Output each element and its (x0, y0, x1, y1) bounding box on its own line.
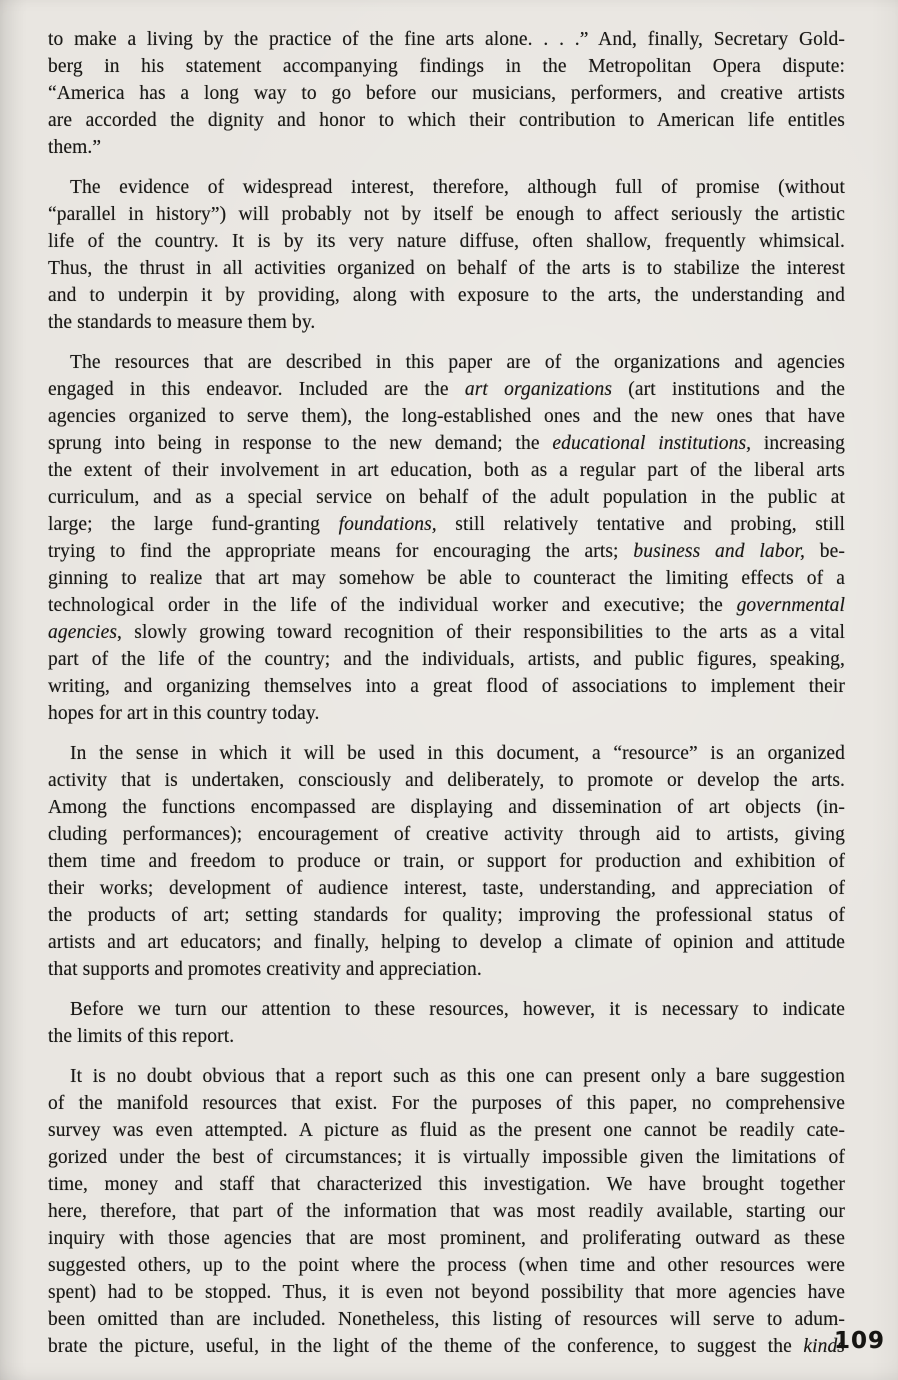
text-line (48, 1279, 845, 1306)
text-line (48, 174, 845, 201)
text-line (48, 1090, 845, 1117)
text-segment: writing, and organizing themselves into a great flood of associations to implement their (48, 676, 845, 697)
text-line (48, 1144, 845, 1171)
text-line (48, 565, 845, 592)
text-line (48, 1198, 845, 1225)
italic-text-segment: business and labor, (633, 541, 805, 562)
text-line (48, 1333, 845, 1360)
text-segment: (art institutions and the (612, 379, 845, 400)
text-line (48, 376, 845, 403)
italic-text-segment: educational institutions, (552, 433, 752, 454)
text-segment: engaged in this endeavor. Included are the (48, 379, 465, 400)
text-segment: and to underpin it by providing, along with exposure to the arts, the understanding and (48, 285, 845, 306)
text-segment: “America has a long way to go before our musicians, performers, and creative artists (48, 83, 845, 104)
text-line (48, 511, 845, 538)
text-line (48, 349, 845, 376)
text-segment: Thus, the thrust in all activities organized on behalf of the arts is to stabilize the interest (48, 258, 845, 279)
text-segment: their works; development of audience interest, taste, understanding, and appreciation of (48, 878, 845, 899)
text-segment: brate the picture, useful, in the light of the theme of the conference, to suggest the (48, 1336, 804, 1357)
text-segment: suggested others, up to the point where the process (when time and other resources were (48, 1255, 845, 1276)
text-segment: the standards to measure them by. (48, 312, 316, 333)
text-segment: Among the functions encompassed are displaying and dissemination of art objects (in- (48, 797, 845, 818)
text-segment: the limits of this report. (48, 1026, 235, 1047)
text-segment: time, money and staff that characterized this investigation. We have brought together (48, 1174, 845, 1195)
text-line (48, 430, 845, 457)
body-text (48, 26, 845, 1360)
text-line (48, 1171, 845, 1198)
text-segment: gorized under the best of circumstances; it is virtually impossible given the limitations of (48, 1147, 845, 1168)
text-line (48, 1225, 845, 1252)
text-line (48, 1252, 845, 1279)
text-line (48, 875, 845, 902)
text-line (48, 956, 845, 983)
text-line (48, 134, 845, 161)
text-segment: still relatively tentative and probing, still (436, 514, 845, 535)
text-line (48, 1306, 845, 1333)
text-segment: the extent of their involvement in art education, both as a regular part of the liberal arts (48, 460, 845, 481)
italic-text-segment: governmental (736, 595, 845, 616)
page-number: 109 (833, 1328, 885, 1354)
paragraph (48, 1063, 845, 1360)
text-segment: that supports and promotes creativity and appreciation. (48, 959, 482, 980)
text-segment: been omitted than are included. Nonetheless, this listing of resources will serve to adum- (48, 1309, 845, 1330)
text-segment: In the sense in which it will be used in this document, a “resource” is an organized (70, 743, 845, 764)
text-line (48, 53, 845, 80)
text-line (48, 767, 845, 794)
paragraph (48, 740, 845, 983)
text-segment: ginning to realize that art may somehow be able to counteract the limiting effects of a (48, 568, 845, 589)
text-segment: The evidence of widespread interest, therefore, although full of promise (without (70, 177, 845, 198)
italic-text-segment: agencies (48, 622, 118, 643)
text-segment: berg in his statement accompanying findings in the Metropolitan Opera dispute: (48, 56, 845, 77)
text-line (48, 107, 845, 134)
text-segment: , slowly growing toward recognition of their responsibilities to the arts as a vital (117, 622, 845, 643)
text-line (48, 403, 845, 430)
text-line (48, 26, 845, 53)
text-segment: sprung into being in response to the new demand; the (48, 433, 553, 454)
text-segment: Before we turn our attention to these resources, however, it is necessary to indicate (70, 999, 845, 1020)
text-line (48, 538, 845, 565)
text-segment: increasing (751, 433, 846, 454)
text-line (48, 848, 845, 875)
text-segment: life of the country. It is by its very nature diffuse, often shallow, frequently whimsical. (48, 231, 845, 252)
text-segment: It is no doubt obvious that a report such as this one can present only a bare suggestion (70, 1066, 845, 1087)
text-line (48, 201, 845, 228)
text-line (48, 282, 845, 309)
text-segment: the products of art; setting standards for quality; improving the professional status of (48, 905, 845, 926)
text-segment: artists and art educators; and finally, helping to develop a climate of opinion and attitude (48, 932, 845, 953)
paragraph (48, 174, 845, 336)
text-segment: here, therefore, that part of the information that was most readily available, starting our (48, 1201, 845, 1222)
text-segment: to make a living by the practice of the fine arts alone. . . .” And, finally, Secretary Gold- (48, 29, 845, 50)
text-segment: technological order in the life of the individual worker and executive; the (48, 595, 737, 616)
paragraph (48, 26, 845, 161)
text-segment: large; the large fund-granting (48, 514, 339, 535)
text-line (48, 646, 845, 673)
italic-text-segment: art organizations (464, 379, 613, 400)
text-segment: are accorded the dignity and honor to which their contribution to American life entitles (48, 110, 845, 131)
text-line (48, 484, 845, 511)
text-line (48, 673, 845, 700)
text-line (48, 619, 845, 646)
text-line (48, 80, 845, 107)
italic-text-segment: foundations, (338, 514, 437, 535)
text-segment: The resources that are described in this paper are of the organizations and agencies (70, 352, 845, 373)
text-line (48, 1023, 845, 1050)
text-segment: inquiry with those agencies that are most prominent, and proliferating outward as these (48, 1228, 845, 1249)
text-line (48, 592, 845, 619)
text-segment: curriculum, and as a special service on behalf of the adult population in the public at (48, 487, 845, 508)
text-segment: them time and freedom to produce or train, or support for production and exhibition of (48, 851, 845, 872)
text-segment: hopes for art in this country today. (48, 703, 320, 724)
text-line (48, 309, 845, 336)
text-segment: cluding performances); encouragement of creative activity through aid to artists, giving (48, 824, 845, 845)
text-segment: be- (804, 541, 845, 562)
text-line (48, 929, 845, 956)
paragraph (48, 349, 845, 727)
text-segment: activity that is undertaken, consciously and deliberately, to promote or develop the arts. (48, 770, 845, 791)
text-line (48, 457, 845, 484)
text-line (48, 794, 845, 821)
text-segment: “parallel in history”) will probably not by itself be enough to affect seriously the artistic (48, 204, 845, 225)
text-line (48, 228, 845, 255)
paragraph (48, 996, 845, 1050)
text-segment: agencies organized to serve them), the long-established ones and the new ones that have (48, 406, 845, 427)
italic-text-segment: kinds (803, 1336, 845, 1357)
text-segment: spent) had to be stopped. Thus, it is even not beyond possibility that more agencies have (48, 1282, 845, 1303)
text-segment: survey was even attempted. A picture as fluid as the present one cannot be readily cate- (48, 1120, 845, 1141)
text-segment: of the manifold resources that exist. For the purposes of this paper, no comprehensive (48, 1093, 845, 1114)
text-line (48, 740, 845, 767)
text-line (48, 700, 845, 727)
text-line (48, 821, 845, 848)
text-line (48, 1063, 845, 1090)
text-line (48, 1117, 845, 1144)
text-line (48, 255, 845, 282)
text-segment: part of the life of the country; and the individuals, artists, and public figures, speaking, (48, 649, 845, 670)
text-segment: them.” (48, 137, 102, 158)
text-line (48, 996, 845, 1023)
text-line (48, 902, 845, 929)
text-segment: trying to find the appropriate means for encouraging the arts; (48, 541, 634, 562)
